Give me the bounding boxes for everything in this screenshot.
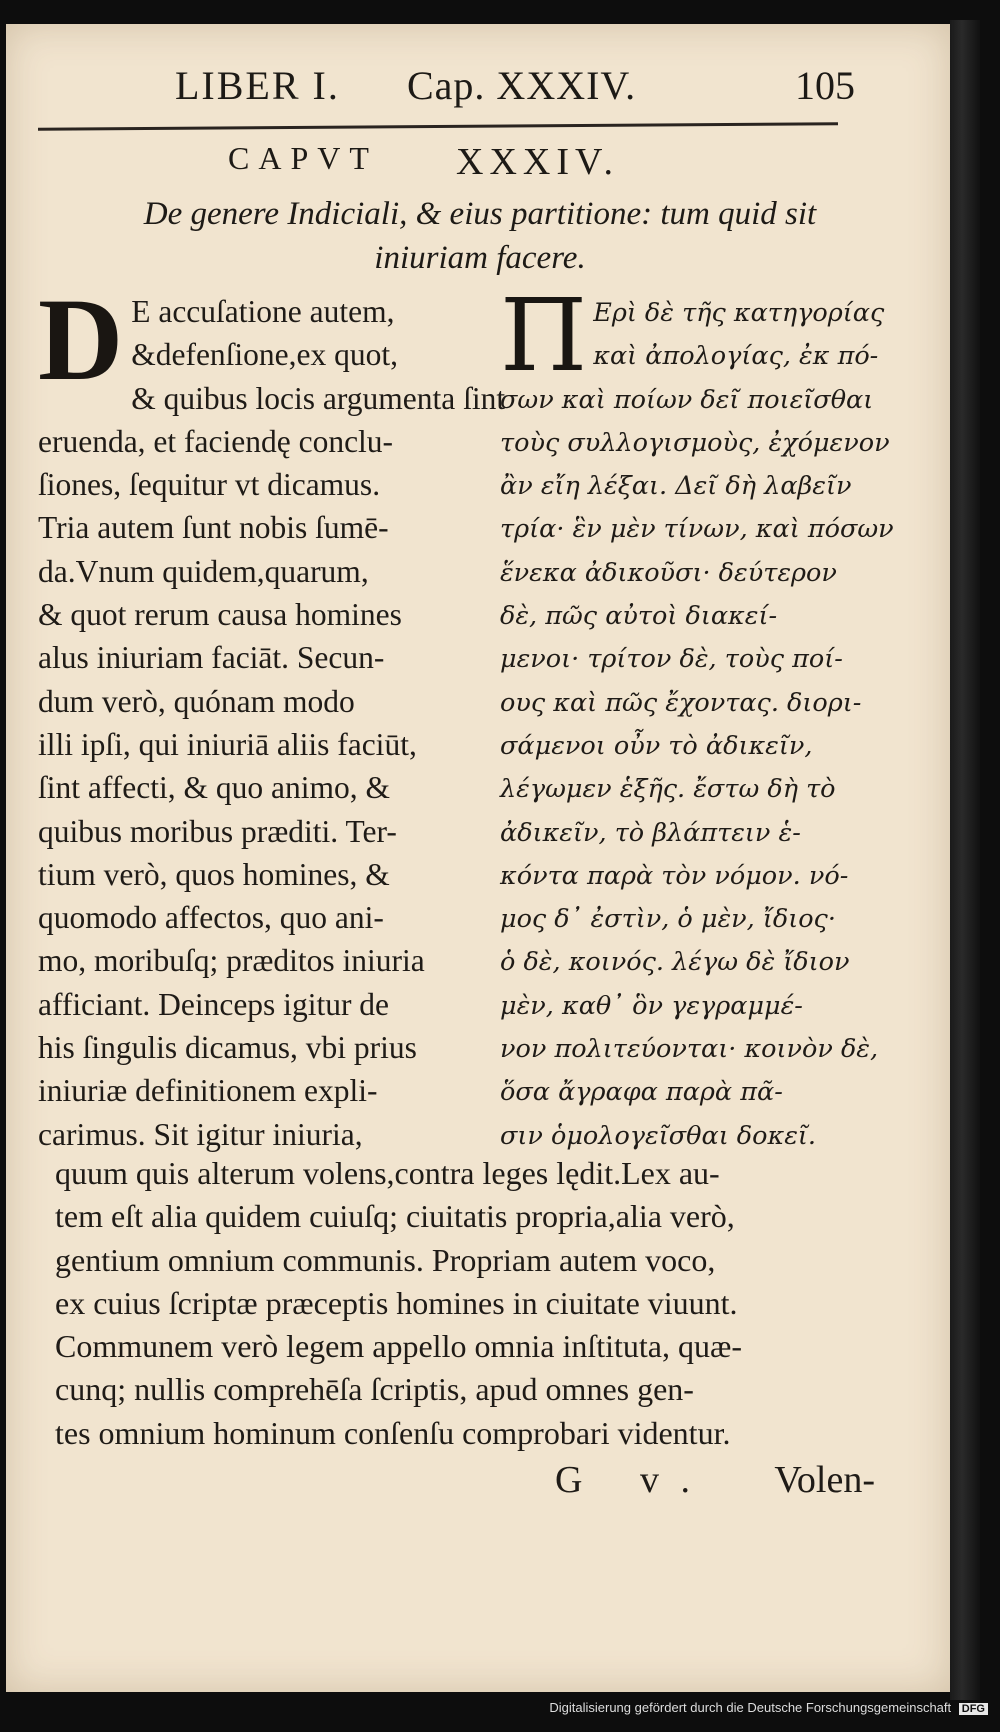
greek-dropcap: Π (500, 277, 588, 394)
latin-line: ſiones, ſequitur vt dicamus. (38, 467, 381, 503)
chapter-number: XXXIV. (456, 141, 620, 183)
full-line: tes omnium hominum conſenſu comprobari videntur. (55, 1414, 731, 1451)
greek-column (500, 277, 894, 1158)
latin-line: & quot rerum causa homines (38, 597, 402, 633)
greek-line: σιν ὁμολογεῖσθαι δοκεῖ. (500, 1120, 817, 1151)
catchwords (555, 1458, 875, 1508)
running-head-liber: LIBER I. (175, 63, 340, 108)
greek-line: Ερὶ δὲ τῆς κατηγορίας (593, 298, 885, 328)
greek-line: μὲν, καθ᾽ ὃν γεγραμμέ- (500, 990, 803, 1021)
dfg-logo: DFG (959, 1703, 988, 1715)
latin-dropcap: D (38, 274, 124, 405)
greek-line: ὁ δὲ, κοινός. λέγω δὲ ἴδιον (500, 947, 850, 978)
greek-line: μενοι· τρίτον δὲ, τοὺς ποί- (500, 644, 843, 675)
latin-line: afficiant. Deinceps igitur de (38, 986, 390, 1022)
greek-line: κόντα παρὰ τὸν νόμον. νό- (500, 860, 849, 891)
digitization-footer (0, 1700, 988, 1722)
greek-line: δὲ, πῶς αὐτοὶ διακεί- (500, 601, 778, 632)
latin-line: carimus. Sit igitur iniuria, (38, 1116, 363, 1152)
footer-text: Digitalisierung gefördert durch die Deutsche Forschungsgemeinschaft (549, 1700, 952, 1715)
greek-line: μος δ᾽ ἐστὶν, ὁ μὲν, ἴδιος· (500, 904, 836, 935)
greek-line: τοὺς συλλογισμοὺς, ἐχόμενον (500, 427, 890, 458)
full-line: gentium omnium communis. Propriam autem voco, (55, 1241, 716, 1278)
full-width-text (55, 1152, 895, 1455)
full-line: tem eſt alia quidem cuiuſq; ciuitatis propria,alia verò, (55, 1198, 735, 1235)
chapter-caput: CAPVT (228, 140, 378, 176)
latin-line: iniuriæ definitionem expli- (38, 1073, 378, 1109)
chapter-subtitle (70, 192, 890, 280)
greek-line: ἕνεκα ἀδικοῦσι· δεύτερον (500, 557, 837, 588)
latin-line: alus iniuriam faciāt. Secun- (38, 640, 385, 676)
greek-line: σων καὶ ποίων δεῖ ποιεῖσθαι (500, 384, 874, 415)
greek-line: νον πολιτεύονται· κοινὸν δὲ, (500, 1034, 879, 1065)
latin-line: tium verò, quos homines, & (38, 856, 390, 892)
latin-line: Tria autem ſunt nobis ſumē- (38, 510, 389, 546)
greek-line: λέγωμεν ἑξῆς. ἔστω δὴ τὸ (500, 774, 836, 805)
page-number: 105 (795, 63, 855, 108)
latin-line: da.Vnum quidem,quarum, (38, 553, 369, 589)
latin-line: mo, moribuſq; præditos iniuria (38, 943, 425, 979)
greek-line: ἀδικεῖν, τὸ βλάπτειν ἑ- (500, 817, 801, 848)
latin-line: &defenſione,ex quot, (131, 337, 399, 373)
full-line: Communem verò legem appello omnia inſtituta, quæ- (55, 1328, 742, 1365)
latin-line: eruenda, et faciendę conclu- (38, 423, 394, 459)
greek-line: καὶ ἀπολογίας, ἐκ πό- (593, 341, 879, 372)
full-line: ex cuius ſcriptæ præceptis homines in ciuitate viuunt. (55, 1284, 738, 1321)
subtitle-line: iniuriam facere. (374, 240, 586, 276)
chapter-heading (228, 140, 788, 190)
greek-line: σάμενοι οὖν τὸ ἀδικεῖν, (500, 730, 813, 761)
signature-mark: G v. (555, 1459, 714, 1501)
latin-line: quomodo affectos, quo ani- (38, 900, 384, 936)
latin-line: & quibus locis argumenta ſint (131, 380, 506, 416)
subtitle-line: De genere Indiciali, & eius partitione: tum quid sit (143, 196, 817, 232)
greek-line: ους καὶ πῶς ἔχοντας. διορι- (500, 687, 862, 718)
latin-line: quibus moribus præditi. Ter- (38, 813, 397, 849)
greek-line: ὅσα ἄγραφα παρὰ πᾶ- (500, 1077, 783, 1108)
greek-line: ἂν εἴη λέξαι. Δεῖ δὴ λαβεῖν (500, 471, 852, 502)
running-head (175, 62, 855, 108)
latin-line: E accuſatione autem, (131, 294, 395, 329)
catchword: Volen- (774, 1459, 875, 1501)
running-head-chapter: Cap. XXXIV. (407, 63, 637, 108)
book-edge (950, 20, 980, 1700)
latin-column (38, 274, 506, 1156)
full-line: cunq; nullis comprehēſa ſcriptis, apud omnes gen- (55, 1371, 694, 1408)
full-line: quum quis alterum volens,contra leges lędit.Lex au- (55, 1155, 720, 1191)
latin-line: ſint affecti, & quo animo, & (38, 770, 390, 806)
greek-line: τρία· ἓν μὲν τίνων, καὶ πόσων (500, 514, 894, 545)
latin-line: his ſingulis dicamus, vbi prius (38, 1030, 417, 1066)
latin-line: dum verò, quónam modo (38, 683, 355, 719)
latin-line: illi ipſi, qui iniuriā aliis faciūt, (38, 726, 417, 762)
